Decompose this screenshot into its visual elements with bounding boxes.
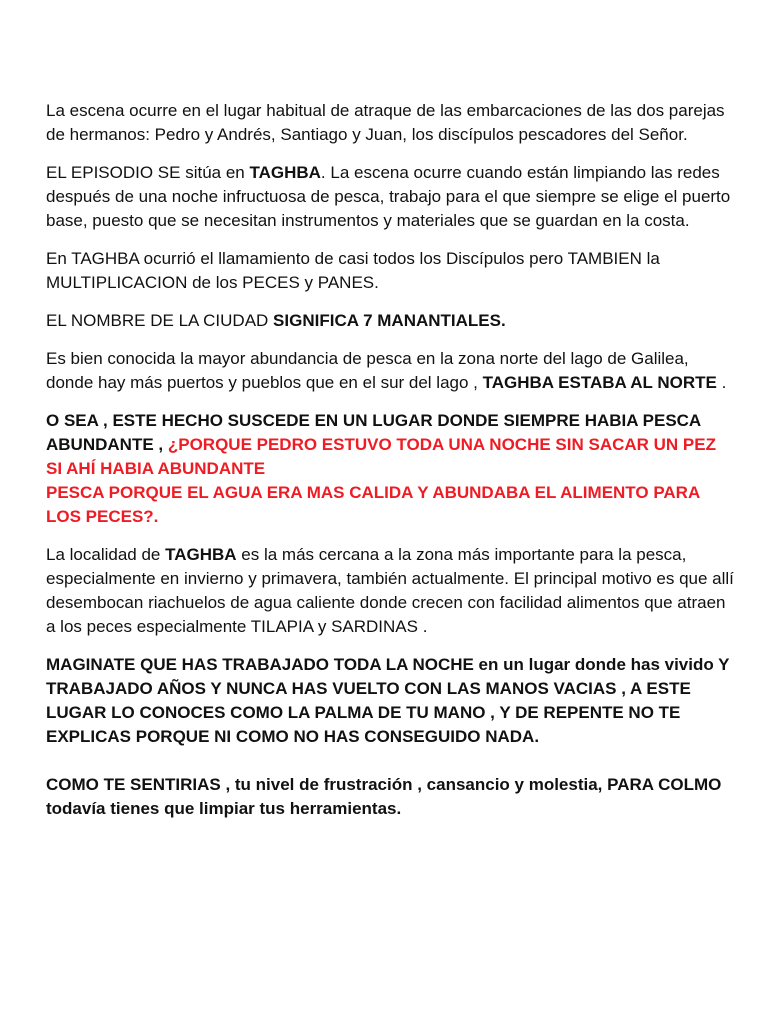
city-name-meaning: SIGNIFICA 7 MANANTIALES. xyxy=(273,311,506,330)
document-body xyxy=(46,99,736,835)
question-red-line-2: PESCA PORQUE EL AGUA ERA MAS CALIDA Y ABUNDABA EL ALIMENTO PARA LOS PECES?. xyxy=(46,483,700,526)
paragraph-imagine: MAGINATE QUE HAS TRABAJADO TODA LA NOCHE en un lugar donde has vivido Y TRABAJADO AÑOS Y NUNCA HAS VUELTO CON LAS MANOS VACIAS , A ESTE LUGAR LO CONOCES COMO LA PALMA DE TU MANO , Y DE REPENTE NO TE EXPLICAS PORQUE NI COMO NO HAS CONSEGUIDO NADA. xyxy=(46,655,730,746)
locality-place-name: TAGHBA xyxy=(165,545,237,564)
abundance-location: TAGHBA ESTABA AL NORTE xyxy=(482,373,717,392)
abundance-text-pre: Es bien conocida la mayor abundancia de pesca en la zona norte del lago de Galilea, donde hay más puertos y pueblos que en el sur del lago , xyxy=(46,349,689,392)
paragraph-question xyxy=(46,409,736,529)
locality-text-pre: La localidad de xyxy=(46,545,166,564)
abundance-text-post: . xyxy=(716,373,727,392)
paragraph-locality xyxy=(46,543,736,639)
episode-text-pre: EL EPISODIO SE sitúa en xyxy=(46,163,250,182)
episode-place-name: TAGHBA xyxy=(249,163,321,182)
question-red-line-1: ¿PORQUE PEDRO ESTUVO TODA UNA NOCHE SIN SACAR UN PEZ SI AHÍ HABIA ABUNDANTE xyxy=(46,435,716,478)
paragraph-feelings: COMO TE SENTIRIAS , tu nivel de frustración , cansancio y molestia, PARA COLMO todavía tienes que limpiar tus herramientas. xyxy=(46,775,722,818)
question-lead: O SEA , ESTE HECHO SUSCEDE EN UN LUGAR DONDE SIEMPRE HABIA PESCA ABUNDANTE , xyxy=(46,411,701,454)
locality-text-post: es la más cercana a la zona más importante para la pesca, especialmente en invierno y primavera, también actualmente. El principal motivo es que allí desembocan riachuelos de agua caliente donde crecen con facilidad alimentos que atraen a los peces especialmente TILAPIA y SARDINAS . xyxy=(46,545,734,636)
spacer xyxy=(46,763,736,773)
paragraph-episode xyxy=(46,161,736,233)
city-name-pre: EL NOMBRE DE LA CIUDAD xyxy=(46,311,274,330)
paragraph-fishing-abundance xyxy=(46,347,736,395)
paragraph-intro: La escena ocurre en el lugar habitual de atraque de las embarcaciones de las dos parejas de hermanos: Pedro y Andrés, Santiago y Juan, los discípulos pescadores del Señor. xyxy=(46,101,725,144)
episode-text-post: . La escena ocurre cuando están limpiando las redes después de una noche infructuosa de pesca, trabajo para el que siempre se elige el puerto base, puesto que se necesitan instrumentos y materiales que se guardan en la costa. xyxy=(46,163,731,230)
paragraph-city-name xyxy=(46,309,736,333)
paragraph-calling: En TAGHBA ocurrió el llamamiento de casi todos los Discípulos pero TAMBIEN la MULTIPLICACION de los PECES y PANES. xyxy=(46,249,660,292)
